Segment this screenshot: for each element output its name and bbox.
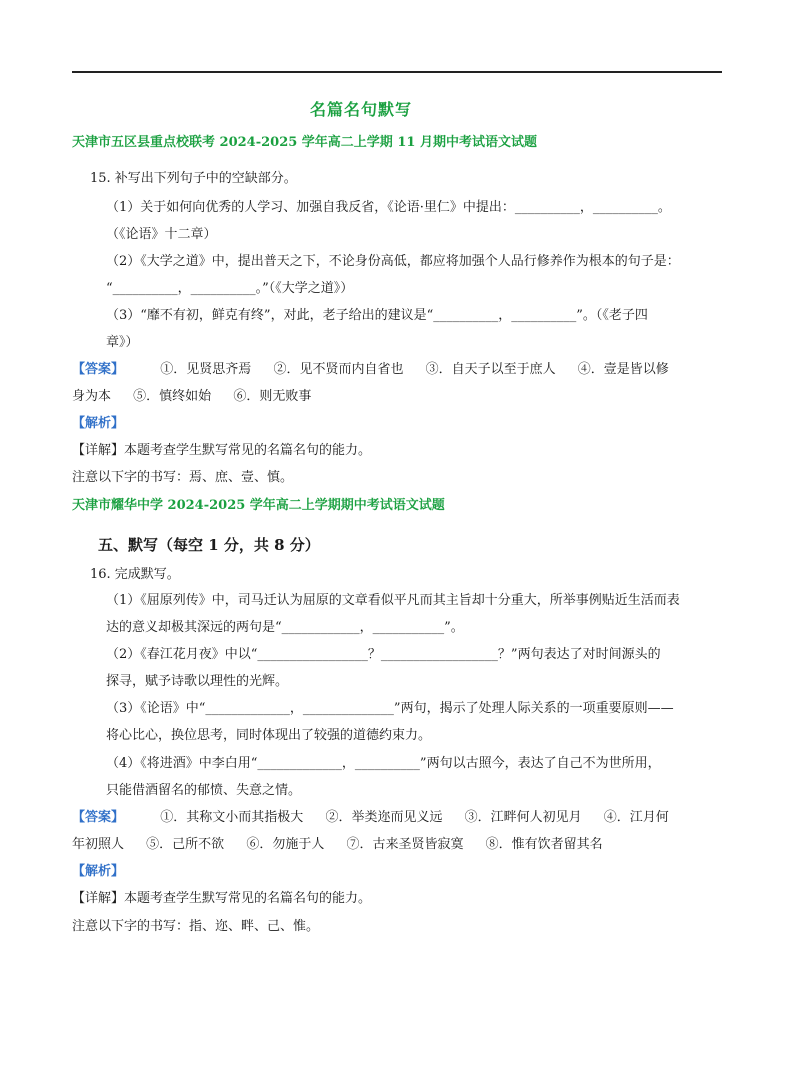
answer-item: ④．江月何 bbox=[603, 810, 669, 825]
question-line: （1）关于如何向优秀的人学习、加强自我反省，《论语·里仁》中提出：__________，__________。 bbox=[106, 200, 671, 215]
answer-row bbox=[72, 836, 603, 854]
answer-item: ③．自天子以至于庶人 bbox=[425, 362, 556, 377]
page-title: 名篇名句默写 bbox=[310, 100, 413, 119]
question-line: （2）《春江花月夜》中以“_________________？__________________？”两句表达了对时间源头的 bbox=[106, 647, 661, 662]
question-line: 只能借酒留名的郁愤、失意之情。 bbox=[106, 783, 302, 798]
question-line: 探寻，赋予诗歌以理性的光辉。 bbox=[106, 674, 289, 689]
answer-item: ⑥．勿施于人 bbox=[246, 837, 325, 852]
analysis-label: 【解析】 bbox=[72, 864, 125, 879]
answer-label: 【答案】 bbox=[72, 810, 125, 825]
source-line: 天津市五区县重点校联考 2024-2025 学年高二上学期 11 月期中考试语文试题 bbox=[72, 135, 537, 150]
source-line: 天津市耀华中学 2024-2025 学年高二上学期期中考试语文试题 bbox=[72, 498, 445, 513]
question-line: 达的意义却极其深远的两句是“____________，___________”。 bbox=[106, 620, 464, 635]
detail-text: 【详解】本题考查学生默写常见的名篇名句的能力。 bbox=[72, 891, 372, 906]
question-line: （3）《论语》中“_____________，______________”两句，揭示了处理人际关系的一项重要原则—— bbox=[106, 701, 674, 716]
question-line: 将心比心，换位思考，同时体现出了较强的道德约束力。 bbox=[106, 728, 432, 743]
question-stem: 16. 完成默写。 bbox=[90, 567, 180, 582]
note-text: 注意以下字的书写：指、迩、畔、己、惟。 bbox=[72, 919, 320, 934]
answer-item: ①．其称文小而其指极大 bbox=[160, 810, 304, 825]
question-line: （《论语》十二章） bbox=[106, 227, 217, 242]
question-line: “__________，__________。”（《大学之道》） bbox=[106, 281, 354, 296]
answer-item: ④．壹是皆以修 bbox=[577, 362, 669, 377]
answer-item: ③．江畔何人初见月 bbox=[464, 810, 582, 825]
analysis-label: 【解析】 bbox=[72, 416, 125, 431]
answer-row bbox=[72, 388, 311, 406]
answer-item: ⑤．慎终如始 bbox=[133, 389, 212, 404]
question-line: 章》） bbox=[106, 335, 139, 350]
answer-item: 身为本 bbox=[72, 389, 112, 404]
question-stem: 15. 补写出下列句子中的空缺部分。 bbox=[90, 171, 297, 186]
answer-item: ⑦．古来圣贤皆寂寞 bbox=[346, 837, 464, 852]
answer-row bbox=[72, 809, 669, 827]
answer-label: 【答案】 bbox=[72, 362, 125, 377]
answer-row bbox=[72, 361, 669, 379]
answer-item: ①．见贤思齐焉 bbox=[160, 362, 252, 377]
answer-item: ⑥．则无败事 bbox=[233, 389, 312, 404]
answer-item: ⑧．惟有饮者留其名 bbox=[485, 837, 603, 852]
question-line: （2）《大学之道》中，提出普天之下，不论身份高低，都应将加强个人品行修养作为根本的句子是： bbox=[106, 254, 680, 269]
answer-item: ⑤．己所不欲 bbox=[146, 837, 225, 852]
note-text: 注意以下字的书写：焉、庶、壹、慎。 bbox=[72, 470, 294, 485]
header-rule bbox=[72, 71, 722, 73]
detail-text: 【详解】本题考查学生默写常见的名篇名句的能力。 bbox=[72, 443, 372, 458]
question-line: （3）“靡不有初，鲜克有终”，对此，老子给出的建议是“__________，__________”。（《老子四 bbox=[106, 308, 648, 323]
answer-item: 年初照人 bbox=[72, 837, 125, 852]
question-line: （4）《将进酒》中李白用“_____________，__________”两句以古照今，表达了自己不为世所用， bbox=[106, 756, 661, 771]
answer-item: ②．见不贤而内自省也 bbox=[273, 362, 404, 377]
answer-item: ②．举类迩而见义远 bbox=[325, 810, 443, 825]
question-line: （1）《屈原列传》中，司马迁认为屈原的文章看似平凡而其主旨却十分重大，所举事例贴近生活而表 bbox=[106, 593, 680, 608]
section-heading: 五、默写（每空 1 分，共 8 分） bbox=[98, 536, 320, 554]
